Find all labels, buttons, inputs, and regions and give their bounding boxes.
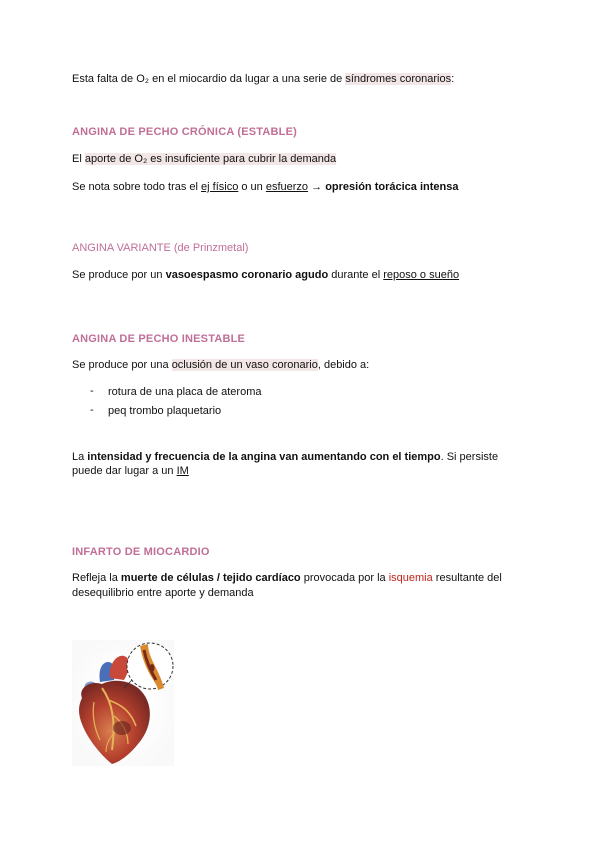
unstable-text: Se produce por una xyxy=(72,359,172,371)
list-item-dash: - xyxy=(90,404,94,416)
unstable-highlight: oclusión de un vaso coronario xyxy=(171,359,318,371)
variant-underline: reposo o sueño xyxy=(383,269,460,281)
unstable-p3-underline: IM xyxy=(176,465,189,477)
intro-text: Esta falta de O₂ en el miocardio da lugar a una serie de xyxy=(72,73,346,85)
infarct-bold: muerte de células / tejido cardíaco xyxy=(120,572,301,584)
infarct-text: Refleja la xyxy=(72,572,121,584)
heading-unstable-angina: ANGINA DE PECHO INESTABLE xyxy=(72,333,246,345)
stable-p2-bold: opresión torácica intensa xyxy=(325,181,459,193)
heading-stable-angina: ANGINA DE PECHO CRÓNICA (ESTABLE) xyxy=(72,126,297,138)
variant-paragraph xyxy=(72,268,459,282)
unstable-p2-end: . Si persiste xyxy=(440,451,499,463)
unstable-p3-text: puede dar lugar a un xyxy=(72,465,177,477)
stable-p1-text: El xyxy=(72,153,85,165)
infarct-mid: provocada por la xyxy=(300,572,389,584)
list-item-dash: - xyxy=(90,385,94,397)
unstable-p2-bold: intensidad y frecuencia de la angina van aumentando con el tiempo xyxy=(87,451,441,463)
variant-text: Se produce por un xyxy=(72,269,166,281)
unstable-paragraph-1 xyxy=(72,358,369,372)
stable-p2-underline-2: esfuerzo xyxy=(265,181,309,193)
list-item: rotura de una placa de ateroma xyxy=(108,386,262,398)
stable-p2-mid: o un xyxy=(238,181,266,193)
arrow-icon: → xyxy=(308,181,326,193)
heading-myocardial-infarction: INFARTO DE MIOCARDIO xyxy=(72,546,210,558)
infarct-paragraph-1 xyxy=(72,571,502,585)
list-item: peq trombo plaquetario xyxy=(108,405,222,417)
stable-p1-highlight: aporte de O₂ es insuficiente para cubrir la demanda xyxy=(84,153,337,165)
unstable-paragraph-2 xyxy=(72,450,498,464)
variant-bold: vasoespasmo coronario agudo xyxy=(165,269,329,281)
infarct-red: isquemia xyxy=(388,572,433,584)
heart-illustration xyxy=(72,640,174,766)
stable-p2-underline-1: ej físico xyxy=(201,181,239,193)
heading-variant-angina: ANGINA VARIANTE (de Prinzmetal) xyxy=(72,242,249,254)
stable-p2-text: Se nota sobre todo tras el xyxy=(72,181,202,193)
variant-mid: durante el xyxy=(328,269,384,281)
infarct-end: resultante del xyxy=(432,572,502,584)
unstable-text-end: , debido a: xyxy=(317,359,370,371)
stable-paragraph-1 xyxy=(72,152,336,166)
stable-paragraph-2 xyxy=(72,180,458,194)
infarct-paragraph-2: desequilibrio entre aporte y demanda xyxy=(72,587,254,599)
intro-text-end: : xyxy=(451,73,455,85)
intro-highlight: síndromes coronarios xyxy=(345,73,452,85)
intro-paragraph xyxy=(72,72,454,86)
unstable-paragraph-3 xyxy=(72,464,189,478)
unstable-p2-text: La xyxy=(72,451,88,463)
